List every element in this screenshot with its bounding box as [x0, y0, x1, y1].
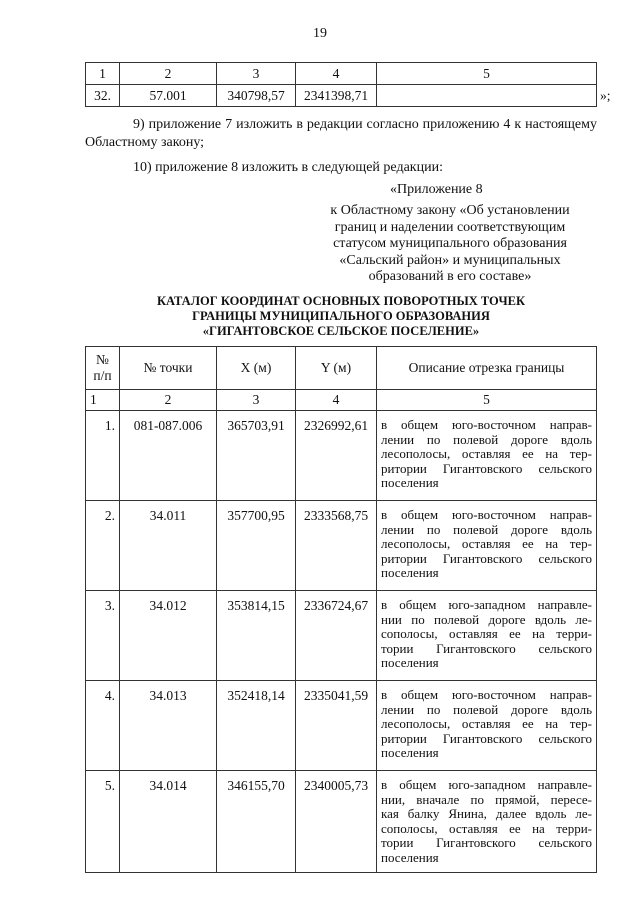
appendix-line: границ и наделении соответствующим [334, 219, 566, 235]
top-table-header-cell: 1 [86, 63, 120, 85]
table-row [86, 681, 597, 771]
description-cell [377, 411, 597, 501]
description-line: в общем юго-восточном направ- [381, 417, 592, 432]
row-number-cell: 3. [86, 591, 120, 681]
description-line: лесополосы, оставляя ее на тер- [381, 716, 592, 732]
description-line: нии по полевой дороге вдоль ле- [381, 611, 592, 627]
table-row [86, 591, 597, 681]
description-line: поселения [381, 849, 439, 865]
table-header-row [86, 347, 597, 390]
x-coordinate-cell: 353814,15 [217, 591, 296, 681]
top-table-cell: 2341398,71 [296, 85, 377, 107]
coordinates-table [85, 346, 597, 873]
y-coordinate-cell: 2333568,75 [296, 501, 377, 591]
description-line: кая балку Янина, далее вдоль ле- [381, 806, 592, 822]
description-line: тории Гигантовского сельского [381, 640, 592, 656]
top-table-cell: 57.001 [120, 85, 217, 107]
numbering-cell: 5 [377, 390, 597, 411]
x-coordinate-cell: 357700,95 [217, 501, 296, 591]
catalog-title-line: «ГИГАНТОВСКОЕ СЕЛЬСКОЕ ПОСЕЛЕНИЕ» [202, 324, 480, 338]
header-y: Y (м) [296, 347, 377, 390]
description-line: ритории Гигантовского сельского [381, 730, 592, 746]
header-description: Описание отрезка границы [377, 347, 597, 390]
description-cell [377, 591, 597, 681]
row-number-cell: 4. [86, 681, 120, 771]
paragraph-10: 10) приложение 8 изложить в следующей редакции: [133, 160, 443, 175]
description-line: тории Гигантовского сельского [381, 835, 592, 851]
appendix-line: «Сальский район» и муниципальных [339, 252, 561, 268]
numbering-cell: 2 [120, 390, 217, 411]
top-table-header-row [86, 63, 597, 85]
description-cell [377, 771, 597, 873]
point-cell: 081-087.006 [120, 411, 217, 501]
appendix-title: «Приложение 8 [390, 182, 483, 197]
appendix-line: к Областному закону «Об установлении [330, 203, 570, 218]
table-row [86, 411, 597, 501]
header-point: № точки [120, 347, 217, 390]
catalog-title [85, 294, 597, 339]
description-line: поселения [381, 565, 439, 581]
point-cell: 34.013 [120, 681, 217, 771]
description-line: лесополосы, оставляя ее на тер- [381, 536, 592, 552]
catalog-title-line: КАТАЛОГ КООРДИНАТ ОСНОВНЫХ ПОВОРОТНЫХ ТОЧЕК [156, 294, 526, 308]
description-line: в общем юго-западном направле- [381, 597, 592, 612]
row-number-cell: 2. [86, 501, 120, 591]
catalog-title-line: ГРАНИЦЫ МУНИЦИПАЛЬНОГО ОБРАЗОВАНИЯ [192, 309, 490, 323]
top-table-cell: 340798,57 [217, 85, 296, 107]
appendix-line: статусом муниципального образования [333, 236, 567, 251]
description-cell [377, 681, 597, 771]
description-line: поселения [381, 745, 439, 761]
description-line: сополосы, оставляя ее на терри- [381, 626, 592, 642]
header-x: X (м) [217, 347, 296, 390]
header-row-number: № п/п [86, 347, 120, 390]
description-line: нии, вначале по прямой, пересе- [381, 791, 592, 807]
description-line: в общем юго-восточном направ- [381, 687, 592, 702]
numbering-cell: 3 [217, 390, 296, 411]
description-line: поселения [381, 655, 439, 671]
table-row [86, 501, 597, 591]
description-line: ритории Гигантовского сельского [381, 460, 592, 476]
paragraph-9: 9) приложение 7 изложить в редакции согласно приложению 4 к настоящему Областному закону; [85, 117, 597, 150]
x-coordinate-cell: 365703,91 [217, 411, 296, 501]
point-cell: 34.011 [120, 501, 217, 591]
table-row [86, 771, 597, 873]
y-coordinate-cell: 2340005,73 [296, 771, 377, 873]
description-line: ритории Гигантовского сельского [381, 550, 592, 566]
point-cell: 34.012 [120, 591, 217, 681]
top-table [85, 62, 597, 107]
x-coordinate-cell: 352418,14 [217, 681, 296, 771]
appendix-subtitle [300, 203, 600, 286]
description-line: лесополосы, оставляя ее на тер- [381, 446, 592, 462]
description-cell [377, 501, 597, 591]
top-table-header-cell: 3 [217, 63, 296, 85]
table-numbering-row [86, 390, 597, 411]
numbering-cell: 1 [86, 390, 120, 411]
top-table-row [86, 85, 597, 107]
description-line: лении по полевой дороге вдоль [381, 431, 592, 447]
numbering-cell: 4 [296, 390, 377, 411]
description-line: в общем юго-западном направле- [381, 777, 592, 792]
y-coordinate-cell: 2336724,67 [296, 591, 377, 681]
description-line: сополосы, оставляя ее на терри- [381, 820, 592, 836]
description-line: лении по полевой дороге вдоль [381, 701, 592, 717]
row-number-cell: 5. [86, 771, 120, 873]
table-body [86, 411, 597, 873]
point-cell: 34.014 [120, 771, 217, 873]
appendix-line: образований в его составе» [368, 269, 532, 284]
page-number: 19 [313, 26, 327, 41]
y-coordinate-cell: 2335041,59 [296, 681, 377, 771]
top-table-cell: 32. [86, 85, 120, 107]
closing-quote: »; [600, 88, 611, 103]
x-coordinate-cell: 346155,70 [217, 771, 296, 873]
top-table-header-cell: 4 [296, 63, 377, 85]
description-line: лении по полевой дороге вдоль [381, 521, 592, 537]
top-table-cell [377, 85, 597, 107]
row-number-cell: 1. [86, 411, 120, 501]
description-line: поселения [381, 475, 439, 491]
y-coordinate-cell: 2326992,61 [296, 411, 377, 501]
top-table-header-cell: 5 [377, 63, 597, 85]
top-table-header-cell: 2 [120, 63, 217, 85]
description-line: в общем юго-восточном направ- [381, 507, 592, 522]
